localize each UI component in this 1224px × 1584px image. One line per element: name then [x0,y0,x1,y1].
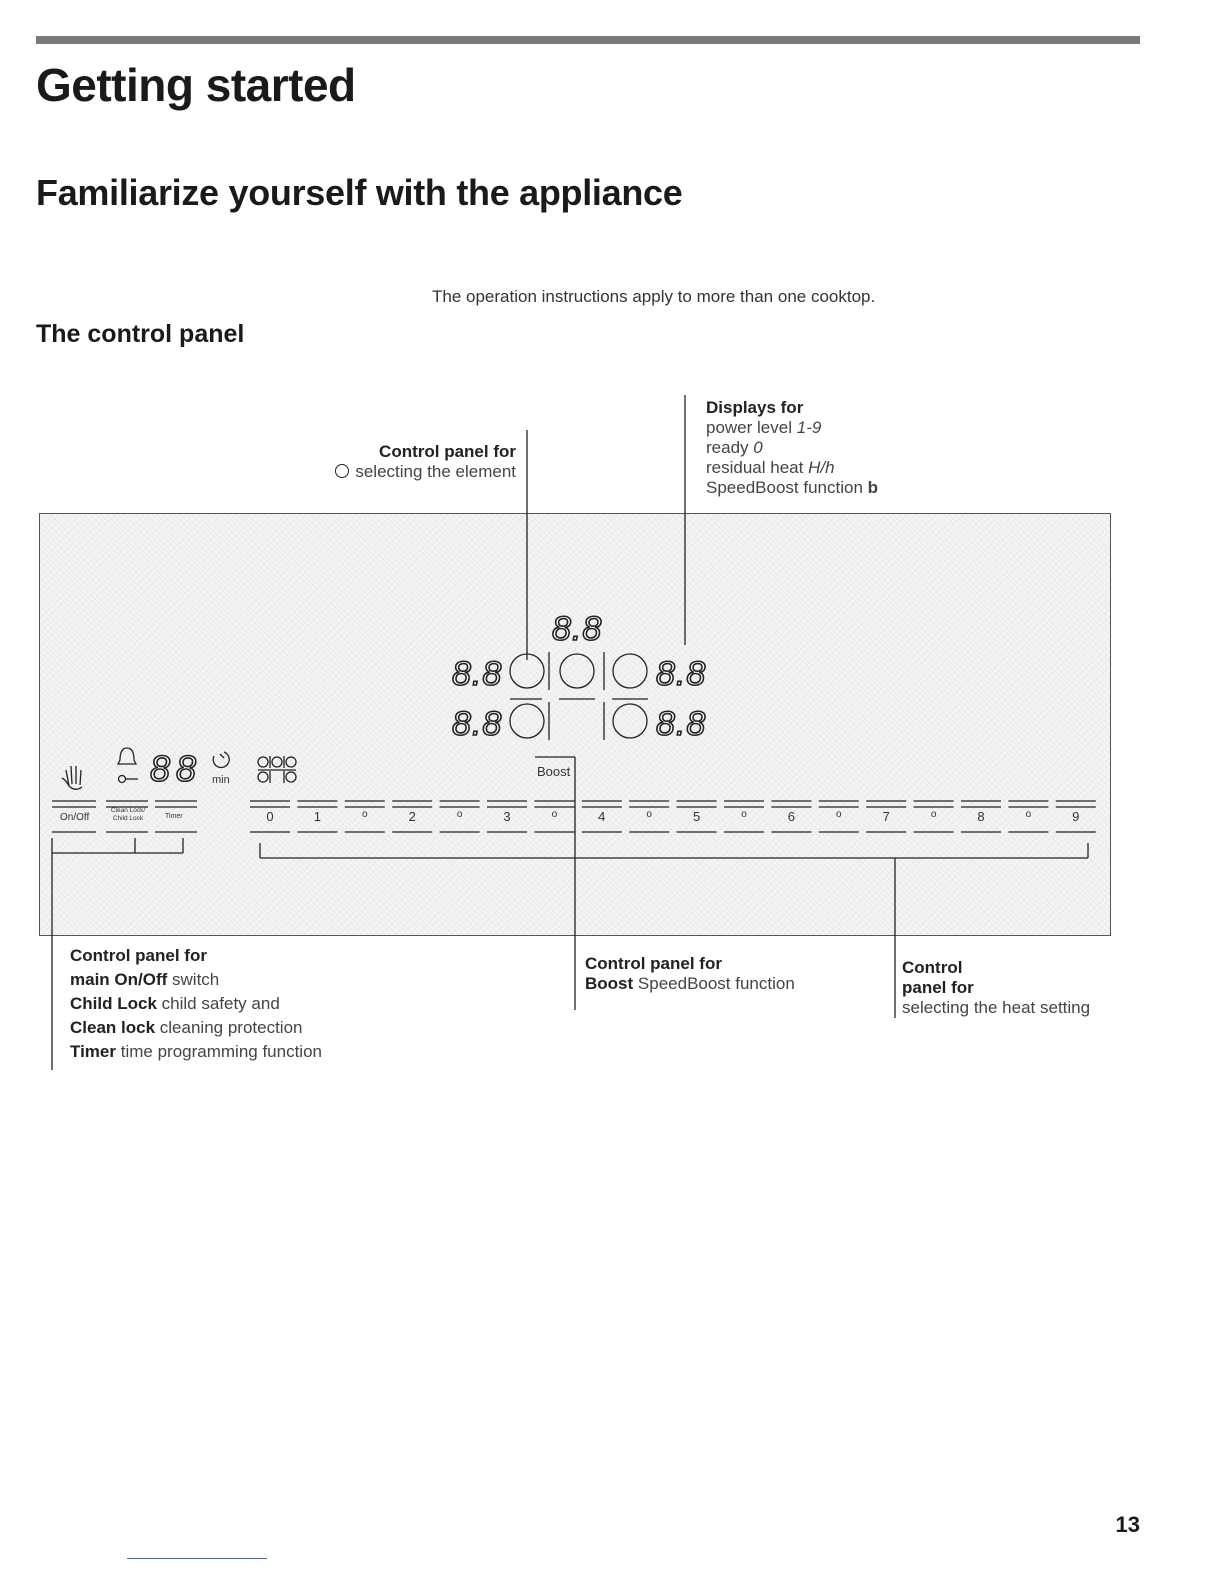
heat-scale-label[interactable]: o [362,809,368,820]
element-ring-icon [613,704,647,738]
timer-display: 88 [150,748,203,789]
display-power-level: power level [706,418,792,437]
display-left-front: 8.8 [452,655,503,693]
page-number: 13 [1115,1512,1140,1537]
boost-button-label[interactable]: Boost [537,764,571,779]
callout-boost [585,954,795,994]
heat-scale-label[interactable]: 3 [503,809,511,824]
childlock-label-1: Clean Lock/ [110,807,146,814]
heat-scale-label[interactable]: 8 [977,809,985,824]
text-heat-setting: selecting the heat setting [902,998,1091,1017]
callout-heat-title-1: Control [902,958,963,977]
callout-element-select-title: Control panel for [379,442,516,461]
element-ring-icon [560,654,594,688]
label-main-onoff: main On/Off [70,970,168,989]
text-main-onoff: switch [172,970,220,989]
display-speedboost: SpeedBoost function [706,478,863,497]
callout-element-select-text: selecting the element [355,462,516,481]
display-left-rear: 8.8 [452,705,503,743]
callout-heat-title-2: panel for [902,978,974,997]
text-timer: time programming function [120,1042,322,1061]
callout-displays-title: Displays for [706,398,804,417]
timer-button[interactable]: Timer [165,813,183,820]
symbol-speedboost: b [867,478,879,497]
heat-scale-label[interactable]: 2 [408,809,416,824]
heat-scale-label[interactable]: o [646,809,652,820]
callout-heat-setting [902,958,1090,1018]
text-clean-lock: cleaning protection [159,1018,303,1037]
heat-scale-label[interactable]: 5 [692,809,701,824]
display-right-front: 8.8 [656,655,707,693]
heat-scale-label[interactable]: 1 [313,809,321,824]
symbol-ready: 0 [753,438,763,457]
display-residual-heat: residual heat [706,458,804,477]
section-title: Familiarize yourself with the appliance [36,172,683,213]
heat-scale-label[interactable]: 6 [787,809,795,824]
callout-main-title: Control panel for [70,946,207,965]
label-timer: Timer [70,1042,116,1061]
heat-scale-label[interactable]: o [741,809,747,820]
heat-scale-label[interactable]: 0 [266,809,274,824]
display-rear: 8.8 [552,610,603,648]
callout-main-controls [70,944,322,1064]
chapter-title: Getting started [36,59,356,111]
heat-scale-label[interactable]: o [456,809,463,820]
heat-scale-label[interactable]: o [836,809,842,820]
intro-text: The operation instructions apply to more than one cooktop. [432,287,876,306]
label-child-lock: Child Lock [70,994,157,1013]
display-ready: ready [706,438,749,457]
display-right-rear: 8.8 [656,705,707,743]
callout-boost-title: Control panel for [585,954,722,973]
text-boost: SpeedBoost function [637,974,795,993]
heat-scale-label[interactable]: 7 [882,809,890,824]
heat-scale-label[interactable]: 9 [1072,809,1080,824]
element-ring-icon [510,704,544,738]
element-ring-icon [613,654,647,688]
heat-scale-label[interactable]: o [1025,809,1032,820]
timer-unit: min [212,774,230,786]
heat-scale [0,809,1224,829]
label-boost: Boost [585,974,634,993]
symbol-residual-heat: H/h [808,458,835,477]
label-clean-lock: Clean lock [70,1018,156,1037]
subsection-title: The control panel [36,320,245,348]
symbol-power-range: 1-9 [796,418,822,437]
onoff-button[interactable]: On/Off [60,812,90,823]
heat-scale-label[interactable]: o [930,809,937,820]
heat-scale-label[interactable]: 4 [598,809,606,824]
childlock-label-2: Child Lock [112,815,144,822]
text-child-lock: child safety and [161,994,280,1013]
heat-scale-label[interactable]: o [551,809,558,820]
footer-link-line [127,1558,267,1559]
